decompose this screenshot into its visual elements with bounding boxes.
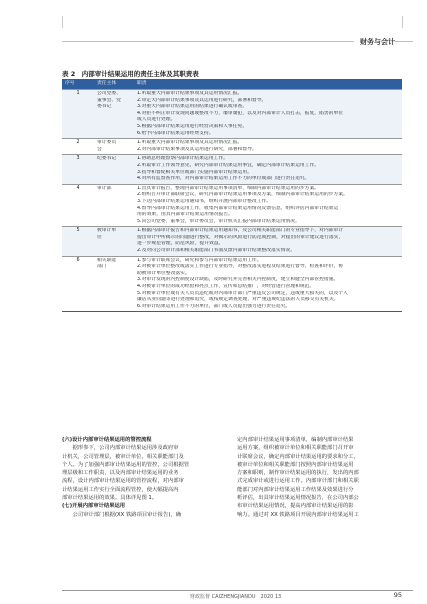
duty-line: 3.对重大内部审计结果运用的结果进行确认或审查。 — [137, 104, 248, 110]
duty-line: 6.对审计结果运用工作不力的单位，部门或人员提出强力进行责任追究。 — [137, 303, 291, 309]
subject-line: 审计委员 — [97, 140, 117, 146]
subject-line: 会 — [97, 146, 102, 152]
duties-cell — [134, 155, 402, 184]
text-line: 能部门对内部审计结果运用工作结果及效果进行分 — [237, 486, 354, 493]
text-line: 计联席会议，确定内部审计结果运用的要求和分工， — [237, 453, 359, 460]
table-caption: 表 2 内部审计结果运用的责任主体及其职责表 — [62, 70, 199, 78]
responsible-subject — [94, 90, 134, 139]
section-title: 财务与会计 — [354, 37, 395, 47]
subject-line: 部门 — [97, 264, 107, 270]
duty-line: 5.根据内部审计结果运用进行经营决策和人事任免。 — [137, 123, 248, 129]
text-line: 流程，设计内部审计结果运用的管控流程，对内部审 — [62, 478, 184, 485]
duty-line: 5.对被审计单位或有关人员员违纪或对内部审计部门严重违反公司规定，违或重大损失的，以及个人 — [137, 290, 348, 296]
body-paragraph — [237, 436, 402, 519]
duties-cell — [134, 227, 402, 256]
table-row — [62, 184, 402, 227]
subject-line: 相关职能 — [97, 257, 117, 263]
body-paragraph — [62, 444, 227, 502]
duty-line: 2.审定大内部审计结果事项及其运用进行研究，部署和督导。 — [137, 97, 267, 103]
duty-line: 1.协助总经理督察内部审计结果运用工作。 — [137, 156, 228, 162]
duty-line: 进一步规范管理，防范风险，提升效益。 — [137, 241, 224, 247]
duty-line: 1.听取重大内部审计结果事项及其运用情况汇报。 — [137, 140, 243, 146]
duty-line: 4.督导内部审计结果运用工作，收集内部审计结果运用情况反馈信息，组织评估内部审计结果运 — [137, 205, 339, 211]
row-number: 5 — [62, 227, 94, 256]
header-subject: 责任主体 — [94, 79, 134, 90]
row-number: 4 — [62, 184, 94, 227]
subject-line: 位 — [97, 234, 102, 240]
crop-mark-left — [62, 16, 63, 28]
table-row — [62, 139, 402, 155]
duty-line: 廉洁从业问题等进行处理和追究，或按规定调查处理，对严重违规纪违法的人员移交有关机关。 — [137, 297, 339, 303]
responsible-subject — [94, 256, 134, 312]
duty-line: 助被审计单位整改落实。 — [137, 270, 190, 276]
page-number: 95 — [393, 591, 402, 599]
text-line: 部审计结果运用的效果。具体详见图 1。 — [62, 495, 158, 502]
text-line: 计机关，公司管理层，被审计单位，相关职能部门及 — [62, 453, 184, 460]
duty-line: 2.听取审计工作领导意见，研究内部审计结果运用事宜，确定内部审计结果运用工作。 — [137, 162, 320, 168]
duty-line: 2.对内部审计结果事项及其运用进行研究，部署和督导。 — [137, 146, 257, 152]
text-line: 定内部审计结果运用事项清单，编制内部审计结果 — [237, 437, 354, 443]
journal-name: 财政监督 CAIZHENGJIANDU 2020 13 — [190, 594, 282, 600]
responsible-subject — [94, 184, 134, 227]
table-row — [62, 155, 402, 184]
duty-line: 3.指导和督促相关单位或部门实施内部审计结果运用。 — [137, 169, 252, 175]
duties-cell — [134, 90, 402, 139]
table-header-row — [62, 79, 402, 90]
responsibility-table — [62, 79, 402, 312]
text-line: 式完成审计或进行运用工作。内部审计部门和相关职 — [237, 478, 359, 485]
row-number: 1 — [62, 90, 94, 139]
duty-line: 3.下达内部审计结果运用通知书，组织开展内部审计整改工作。 — [137, 198, 272, 204]
duties-cell — [134, 184, 402, 227]
duty-line: 1.根据内部审计报告和内部审计结果运用通知书，及公司相关职能部门的专业指导下，对内部审计 — [137, 228, 344, 234]
duty-line: 1.参与审计联席会议，研究和参与内部审计结果运用工作。 — [137, 257, 262, 263]
subject-line: 委书记 — [97, 104, 112, 110]
footer-rule — [62, 590, 413, 591]
duty-line: 4.对被审计单位的成功经验和亮点工作，宣传和总结推广，对经营进行管理和规范。 — [137, 284, 315, 290]
text-line: 响力。通过对 XX 铁路项目开展内部审计结果运用工 — [237, 511, 359, 518]
text-line: 析评估，出具审计结果运用情况报告，在公司内部公 — [237, 495, 359, 502]
duty-line: 4.对所有监督查作用，对内部审计结果运用工作不力的单位或部门进行责任追究。 — [137, 176, 310, 182]
responsible-subject — [94, 139, 134, 155]
text-line: 理层级和工作职责，以及内部审计结果运用的业务 — [62, 470, 179, 477]
duty-line: 2.对被审计单位整改或落实工作进行专业指导，对整改落实进程及结果进行督导，检查和评价，协 — [137, 264, 344, 270]
duty-line: 用的效果，由具内部审计结果运用情况报告。 — [137, 212, 233, 218]
header-duties: 职责 — [134, 79, 402, 90]
body-paragraph — [62, 511, 227, 519]
table-row — [62, 227, 402, 256]
responsible-subject — [94, 155, 134, 184]
duty-line: 4.对拒不纠正审计发现问题或整改不力，屡审屡犯，以及对内部审计人员打击，报复，陷害的单位 — [137, 110, 344, 116]
section-heading: (七)开展内部审计结果运用 — [62, 503, 126, 510]
text-line: 运用方案，组织被审计单位和相关职能部门召开审 — [237, 445, 354, 452]
duty-line: 5.向公司党委，董事会，审计委员会，审计机关汇报内部审计结果运用情况。 — [137, 218, 300, 224]
text-line: 布审计结果运用情况，提高内部审计结果运用的影 — [237, 503, 354, 510]
crop-mark-right — [402, 16, 403, 28]
duty-line: 2.及对向公司审计部和相关职能部门书面反馈内部审计结果整改落实情况。 — [137, 248, 296, 254]
duty-line: 2.组织召开审计部联席会议，研究内部审计结果运用事项及方案，细制内部审计结果运用的步方案。 — [137, 192, 348, 198]
row-number: 3 — [62, 155, 94, 184]
text-line: 方案和职则，制作审计结果运用的执行，发出的内部 — [237, 470, 359, 477]
row-number: 2 — [62, 139, 94, 155]
duty-line: 1.出具审计报告，整理内部审计结果运用事项清单，细制内部审计结果运用的步方案。 — [137, 185, 320, 191]
text-line: 据形参下，公司内部审计结果运用涉及政府审 — [62, 445, 179, 452]
right-text-column — [237, 436, 402, 519]
subject-line: 被审计单 — [97, 228, 117, 234]
row-number: 6 — [62, 256, 94, 312]
subject-line: 审计部 — [97, 185, 112, 191]
duty-line: 或人员进行处理。 — [137, 117, 176, 123]
subject-line: 董事会、党 — [97, 97, 121, 103]
table-row — [62, 256, 402, 312]
table-body — [62, 90, 402, 312]
duties-cell — [134, 139, 402, 155]
section-heading: (六)设计内部审计结果运用的管控流程 — [62, 437, 152, 443]
text-line: 被审计单位和相关职能部门按照内部审计结果运用 — [237, 461, 354, 468]
duty-line: 3.对审计发现的内控制度设计缺陷，及时研究并完善相关内控制度，建立和健全内部管控措施。 — [137, 277, 339, 283]
responsible-subject — [94, 227, 134, 256]
duty-line: 提出审计中所揭示的问题进行整改，对揭示的风险进行防范或控制，对提出的审计建议进行落实， — [137, 234, 344, 240]
subject-line: 纪委书记 — [97, 156, 117, 162]
text-line: 个人。为了加强内部审计结果运用的管控，公司根据管 — [62, 461, 190, 468]
text-line: 公司审计部门根据(XX 铁路项目审计报告)，确 — [62, 511, 182, 518]
text-line: 计结果运用工作实行全面流程管控，使大幅提高内 — [62, 486, 179, 493]
left-text-column — [62, 436, 227, 519]
header-no: 序号 — [62, 79, 94, 90]
duty-line: 6.给予内部审计结果运用经费支持。 — [137, 130, 214, 136]
duties-cell — [134, 256, 402, 312]
table-row — [62, 90, 402, 139]
duty-line: 1.听取重大内部审计结果事项及其运用情况汇报。 — [137, 91, 243, 96]
subject-line: 公司党委、 — [97, 91, 121, 96]
